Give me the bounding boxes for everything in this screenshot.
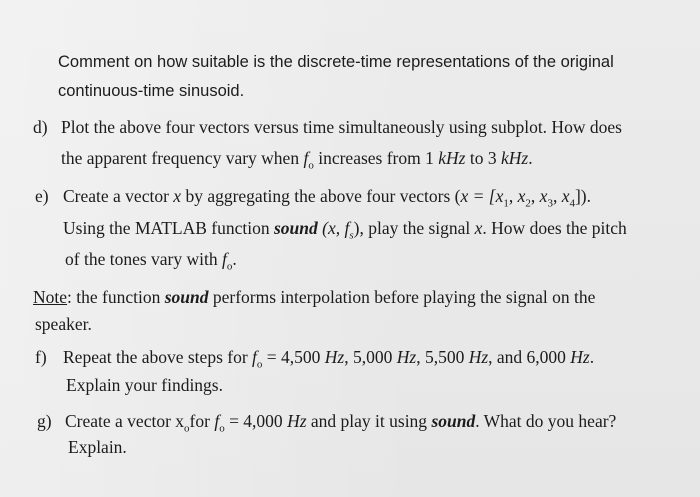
item-g-hz: Hz (287, 411, 307, 431)
note-text-a: : the function (67, 287, 165, 307)
item-e-label: e) (35, 186, 49, 206)
item-g-text-1a: Create a vector x (65, 411, 185, 431)
item-f-val-2: , 5,000 (344, 347, 397, 367)
item-f-label: f) (35, 347, 47, 367)
item-d-text-2d: . (528, 148, 533, 168)
item-e-line-3 (65, 248, 237, 273)
item-f-line-2 (66, 374, 223, 396)
item-e-args: (x, f (317, 218, 350, 238)
item-f-hz-3: Hz (468, 347, 489, 367)
item-e-text-2a: Using the MATLAB function (63, 218, 274, 238)
item-f-val-4: , and 6,000 (488, 347, 571, 367)
item-f-var-f: f (252, 347, 257, 367)
item-e-line-1: e) Create a vector x by aggregating the above four vectors ($x = [x_1$, $x_2$, $x_3$, $x_4$]). (35, 186, 592, 210)
item-f-val-1: = 4,500 (262, 347, 325, 367)
item-g-label: g) (37, 411, 52, 431)
item-g-line-2 (68, 436, 127, 458)
item-g-var-f: f (214, 411, 220, 431)
item-e-fn-sound: sound (273, 218, 318, 238)
item-g-fn-sound: sound (431, 411, 476, 431)
item-g-sub-o2: o (219, 422, 225, 435)
item-e-text-2b: ), play the signal (353, 218, 475, 238)
note-fn-sound: sound (164, 287, 209, 307)
item-g-text-1d: and play it using (306, 411, 432, 431)
item-f-hz-1: Hz (324, 347, 345, 367)
item-e-line-2 (63, 217, 627, 242)
item-e-text-3a: of the tones vary with (65, 249, 222, 269)
item-d-text-2c: to 3 (465, 148, 501, 168)
item-e-x2: x (517, 186, 526, 206)
note-line-1 (33, 286, 595, 308)
item-d-var-sub: o (308, 159, 314, 172)
intro-line-1 (58, 51, 614, 73)
item-d-var-f: f (303, 148, 309, 168)
item-g-line-1 (37, 410, 617, 435)
note-line-2 (35, 313, 92, 335)
item-d-text-2a: the apparent frequency vary when (61, 148, 304, 168)
item-f-hz-2: Hz (396, 347, 417, 367)
note-label: Note (33, 287, 68, 307)
intro-text-2: continuous-time sinusoid. (58, 82, 245, 100)
intro-text-1: Comment on how suitable is the discrete-time representations of the original (58, 53, 614, 71)
item-g-val: = 4,000 (224, 411, 288, 431)
item-d-unit-1: kHz (438, 148, 466, 168)
item-f-hz-4: Hz (570, 347, 590, 367)
item-g-text-1e: . What do you hear? (475, 411, 617, 431)
item-g-sub-o: o (184, 422, 190, 435)
item-d-line-1 (33, 116, 622, 138)
item-e-var-x: x (173, 186, 182, 206)
item-e-text-2c: . How does the pitch (482, 218, 627, 238)
item-e-eq: x = [x (460, 186, 504, 206)
item-g-text-2: Explain. (68, 437, 127, 457)
item-e-text-1a: Create a vector (63, 186, 174, 206)
item-d-unit-2: kHz (500, 148, 529, 168)
note-text-b: performs interpolation before playing the signal on the (208, 287, 596, 307)
item-e-text-1b: by aggregating the above four vectors ( (181, 186, 461, 206)
item-e-var-x2: x (474, 218, 483, 238)
item-f-text-2: Explain your findings. (66, 375, 223, 395)
item-e-text-3b: . (232, 249, 237, 269)
item-f-end: . (589, 347, 595, 367)
item-d-text-2b: increases from 1 (313, 148, 439, 168)
item-f-text-1a: Repeat the above steps for (63, 347, 253, 367)
item-f-val-3: , 5,500 (416, 347, 469, 367)
item-d-label: d) (33, 117, 48, 137)
item-f-line-1 (35, 346, 595, 371)
item-e-sub-o: o (226, 260, 233, 273)
item-e-sub-s: s (349, 229, 354, 242)
intro-line-2 (58, 80, 244, 102)
item-f-sub-o: o (256, 358, 263, 371)
note-text-2: speaker. (35, 314, 92, 334)
item-g-text-1b: for (189, 411, 215, 431)
item-d-line-2 (61, 147, 533, 172)
item-d-text-1: Plot the above four vectors versus time simultaneously using subplot. How does (61, 117, 622, 137)
item-e-var-f: f (221, 249, 227, 269)
